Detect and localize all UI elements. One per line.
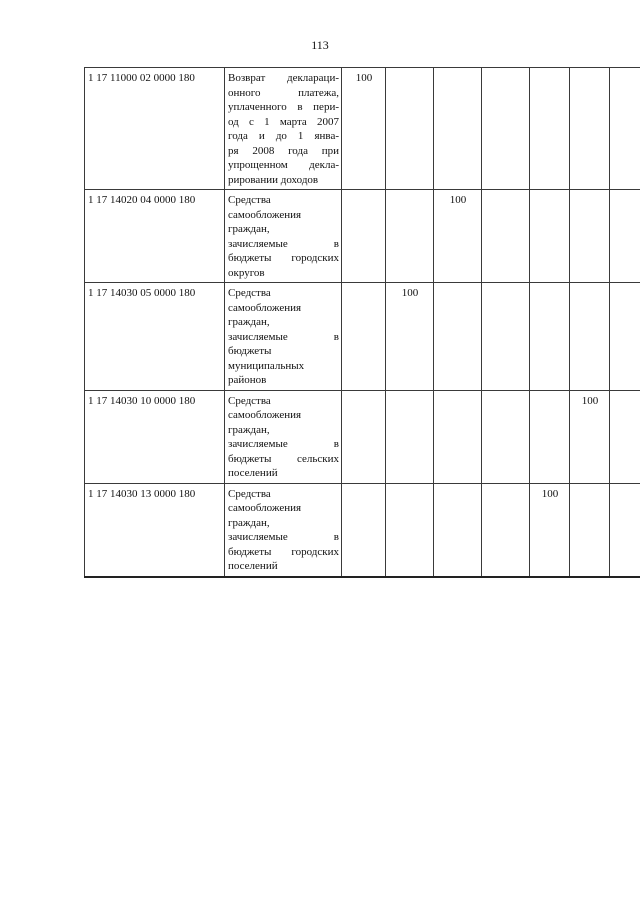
description-line: районов	[228, 374, 267, 386]
description-line: самообложения	[228, 301, 302, 314]
description-line: граждан,	[228, 423, 270, 436]
distribution-percent-cell	[610, 283, 640, 391]
budget-classification-code: 1 17 11000 02 0000 180	[85, 68, 225, 190]
description-line: Средства	[228, 194, 271, 206]
distribution-percent-cell	[610, 68, 640, 190]
distribution-percent-cell	[482, 190, 530, 283]
budget-classification-code: 1 17 14020 04 0000 180	[85, 190, 225, 283]
description-line: граждан,	[228, 316, 270, 328]
description-line: муниципальных	[228, 359, 305, 372]
revenue-description	[225, 190, 342, 283]
distribution-percent-cell	[482, 68, 530, 190]
distribution-percent-cell: 100	[342, 68, 386, 190]
table-row	[85, 68, 640, 190]
description-line: Возврат деклараци-	[228, 72, 339, 84]
distribution-percent-cell	[610, 483, 640, 577]
distribution-percent-cell	[342, 283, 386, 391]
revenue-description	[225, 283, 342, 391]
description-line: зачисляемые в	[228, 531, 339, 543]
distribution-percent-cell	[434, 283, 482, 391]
table-row	[85, 283, 640, 391]
distribution-percent-cell: 100	[530, 483, 570, 577]
description-line: самообложения	[228, 502, 302, 514]
revenue-description	[225, 483, 342, 577]
description-line: бюджеты городских	[228, 252, 339, 264]
distribution-percent-cell	[570, 190, 610, 283]
revenue-distribution-table	[84, 67, 640, 578]
distribution-percent-cell	[482, 390, 530, 483]
distribution-percent-cell	[386, 390, 434, 483]
description-line: Средства	[228, 287, 271, 299]
distribution-percent-cell	[482, 283, 530, 391]
description-line: поселений	[228, 467, 278, 479]
description-line: од с 1 марта 2007	[228, 115, 339, 128]
distribution-percent-cell	[610, 190, 640, 283]
page-number: 113	[311, 38, 329, 52]
description-line: ря 2008 года при	[228, 144, 339, 157]
budget-classification-code: 1 17 14030 05 0000 180	[85, 283, 225, 391]
distribution-percent-cell	[530, 283, 570, 391]
revenue-description	[225, 390, 342, 483]
distribution-percent-cell	[530, 190, 570, 283]
distribution-percent-cell	[342, 190, 386, 283]
distribution-percent-cell	[570, 483, 610, 577]
description-line: онного платежа,	[228, 86, 339, 99]
description-line: бюджеты	[228, 345, 272, 357]
description-line: бюджеты городских	[228, 545, 339, 558]
table-row	[85, 190, 640, 283]
description-line: бюджеты сельских	[228, 452, 339, 465]
distribution-percent-cell	[342, 483, 386, 577]
description-line: года и до 1 янва-	[228, 130, 339, 142]
table-body	[85, 68, 640, 577]
distribution-percent-cell	[610, 390, 640, 483]
distribution-percent-cell	[386, 483, 434, 577]
distribution-percent-cell	[342, 390, 386, 483]
revenue-description	[225, 68, 342, 190]
description-line: упрощенном декла-	[228, 159, 339, 171]
distribution-percent-cell	[530, 68, 570, 190]
distribution-percent-cell	[386, 68, 434, 190]
description-line: рировании доходов	[228, 173, 319, 186]
budget-classification-code: 1 17 14030 13 0000 180	[85, 483, 225, 577]
description-line: самообложения	[228, 208, 302, 221]
description-line: самообложения	[228, 409, 302, 421]
table-row	[85, 390, 640, 483]
distribution-percent-cell	[434, 483, 482, 577]
description-line: граждан,	[228, 223, 270, 235]
description-line: уплаченного в пери-	[228, 101, 339, 113]
distribution-percent-cell	[570, 283, 610, 391]
distribution-percent-cell: 100	[386, 283, 434, 391]
description-line: зачисляемые в	[228, 237, 339, 250]
distribution-percent-cell	[386, 190, 434, 283]
description-line: граждан,	[228, 516, 270, 529]
description-line: зачисляемые в	[228, 330, 339, 343]
distribution-percent-cell	[482, 483, 530, 577]
distribution-percent-cell	[434, 68, 482, 190]
budget-classification-code: 1 17 14030 10 0000 180	[85, 390, 225, 483]
distribution-percent-cell: 100	[570, 390, 610, 483]
description-line: поселений	[228, 560, 278, 572]
table-row	[85, 483, 640, 577]
distribution-percent-cell: 100	[434, 190, 482, 283]
description-line: округов	[228, 266, 265, 279]
description-line: зачисляемые в	[228, 438, 339, 450]
distribution-percent-cell	[434, 390, 482, 483]
distribution-percent-cell	[570, 68, 610, 190]
description-line: Средства	[228, 487, 271, 500]
distribution-percent-cell	[530, 390, 570, 483]
description-line: Средства	[228, 394, 271, 407]
